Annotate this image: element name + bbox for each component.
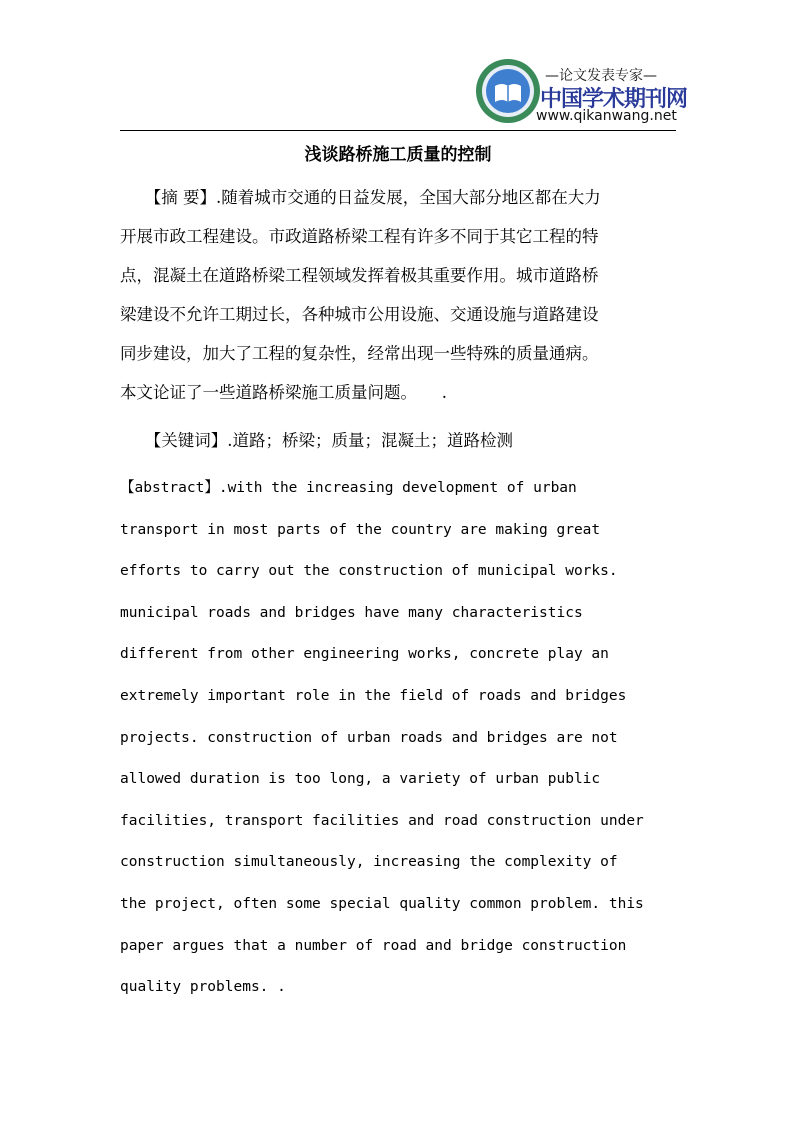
document-title: 浅谈路桥施工质量的控制	[304, 145, 492, 165]
abstract-en-line: allowed duration is too long, a variety of urban public	[120, 771, 601, 788]
header-divider	[120, 130, 676, 131]
abstract-en-line: 【abstract】.with the increasing development of urban	[120, 480, 577, 496]
brand-name: 中国学术期刊网	[540, 87, 688, 112]
abstract-english	[120, 468, 680, 1009]
abstract-en-line: municipal roads and bridges have many characteristics	[120, 604, 583, 621]
abstract-cn-line: 点，混凝土在道路桥梁工程领域发挥着极其重要作用。城市道路桥	[120, 266, 599, 285]
abstract-en-line: the project, often some special quality common problem. this	[120, 895, 644, 912]
header-slogan: —论文发表专家—	[545, 68, 657, 84]
abstract-en-line: projects. construction of urban roads and bridges are not	[120, 729, 618, 746]
abstract-cn-line: 开展市政工程建设。市政道路桥梁工程有许多不同于其它工程的特	[120, 227, 599, 246]
abstract-chinese	[120, 178, 680, 412]
abstract-cn-line: 梁建设不允许工期过长，各种城市公用设施、交通设施与道路建设	[120, 305, 599, 324]
abstract-en-line: paper argues that a number of road and bridge construction	[120, 937, 627, 954]
keywords: 【关键词】.道路；桥梁；质量；混凝土；道路检测	[120, 431, 513, 450]
abstract-en-line: quality problems. .	[120, 979, 286, 996]
abstract-en-line: extremely important role in the field of roads and bridges	[120, 687, 627, 704]
abstract-cn-line: 【摘 要】.随着城市交通的日益发展，全国大部分地区都在大力	[120, 188, 601, 207]
abstract-en-line: efforts to carry out the construction of municipal works.	[120, 563, 618, 580]
abstract-en-line: transport in most parts of the country are making great	[120, 521, 601, 538]
site-url: www.qikanwang.net	[536, 108, 677, 124]
journal-seal-logo	[475, 58, 541, 124]
abstract-en-line: different from other engineering works, concrete play an	[120, 646, 609, 663]
abstract-en-line: construction simultaneously, increasing the complexity of	[120, 854, 618, 871]
page-header	[120, 58, 688, 130]
abstract-cn-line: 本文论证了一些道路桥梁施工质量问题。 .	[120, 383, 447, 402]
abstract-en-line: facilities, transport facilities and road construction under	[120, 812, 644, 829]
abstract-cn-line: 同步建设，加大了工程的复杂性，经常出现一些特殊的质量通病。	[120, 344, 599, 363]
